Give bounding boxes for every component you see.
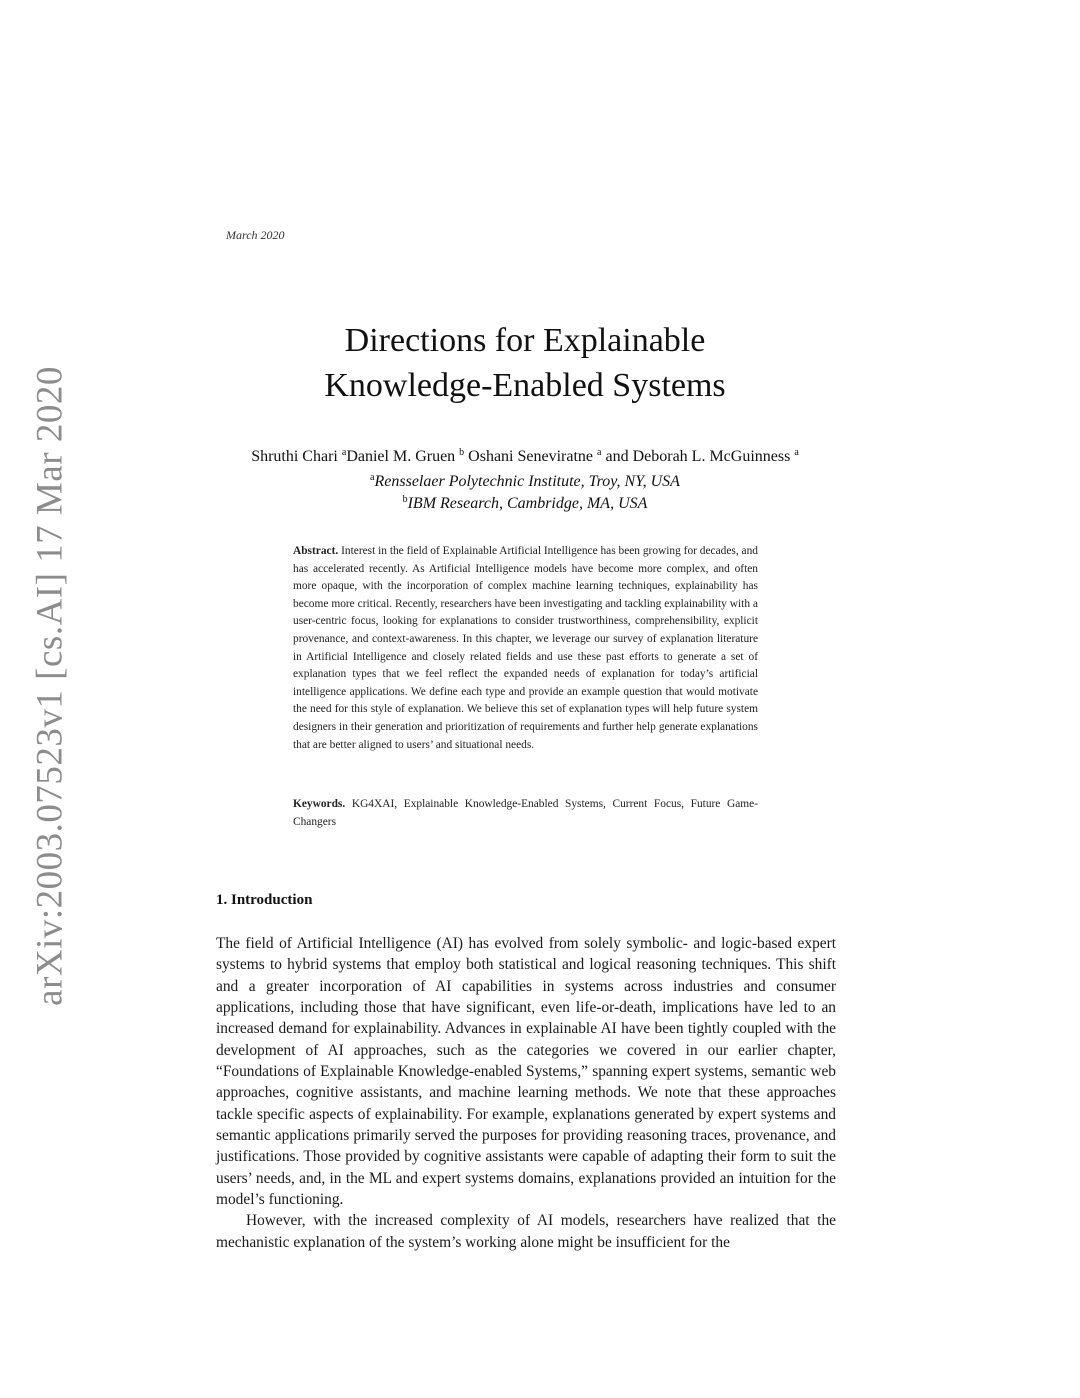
paragraph: However, with the increased complexity of AI models, researchers have realized that the mechanistic explanation of the system’s working alone might be insufficient for the [216, 1212, 836, 1251]
author-affiliation-mark: a [794, 447, 799, 458]
author-name: Daniel M. Gruen [346, 448, 456, 465]
publication-date: March 2020 [226, 228, 285, 242]
affiliation-text: Rensselaer Polytechnic Institute, Troy, NY, USA [374, 473, 680, 490]
author-name: Oshani Seneviratne [468, 448, 594, 465]
abstract-text: Interest in the field of Explainable Artificial Intelligence has been growing for decades, and has accelerated recently. As Artificial Intelligence models have become more complex, and often more opaque, with the incorporation of complex machine learning techniques, explainability has become more critical. Recently, researchers have been investigating and tackling explainability with a user-centric focus, looking for explanations to consider trustworthiness, comprehensibility, explicit provenance, and context-awareness. In this chapter, we leverage our survey of explanation literature in Artificial Intelligence and closely related fields and use these past efforts to generate a set of explanation types that we feel reflect the expanded needs of explanation for today’s artificial intelligence applications. We define each type and provide an example question that would motivate the need for this style of explanation. We believe this set of explanation types will help future system designers in their generation and prioritization of requirements and further help generate explanations that are better aligned to users’ and situational needs. [293, 545, 758, 751]
affiliation-b [0, 494, 1050, 513]
abstract-label: Abstract. [293, 545, 339, 557]
keywords-label: Keywords. [293, 798, 346, 810]
arxiv-identifier-stamp: arXiv:2003.07523v1 [cs.AI] 17 Mar 2020 [29, 366, 71, 1006]
keywords [293, 796, 758, 831]
author-joiner: and [605, 448, 629, 465]
author-affiliation-mark: a [597, 447, 602, 458]
author-affiliation-mark: a [341, 447, 347, 458]
paper-title-line-1: Directions for Explainable [344, 322, 706, 359]
keywords-text: KG4XAI, Explainable Knowledge-Enabled Systems, Current Focus, Future Game-Changers [293, 798, 758, 828]
abstract [293, 543, 758, 754]
author-name: Deborah L. McGuinness [632, 448, 791, 465]
affiliation-mark: a [370, 472, 375, 483]
section-body [216, 933, 836, 1253]
paragraph: The field of Artificial Intelligence (AI) has evolved from solely symbolic- and logic-based expert systems to hybrid systems that employ both statistical and logical reasoning techniques. This shift and a greater incorporation of AI capabilities in systems across industries and consumer applications, including those that have significant, even life-or-death, implications have led to an increased demand for explainability. Advances in explainable AI have been tightly coupled with the development of AI approaches, such as the categories we covered in our earlier chapter, “Foundations of Explainable Knowledge-enabled Systems,” spanning expert systems, semantic web approaches, cognitive assistants, and machine learning methods. We note that these approaches tackle specific aspects of explainability. For example, explanations generated by expert systems and semantic applications primarily served the purposes for providing reasoning traces, provenance, and justifications. Those provided by cognitive assistants were capable of adapting their form to suit the users’ needs, and, in the ML and expert systems domains, explanations provided an intuition for the model’s functioning. [216, 935, 836, 1209]
author-affiliation-mark: b [459, 447, 465, 458]
affiliation-text: IBM Research, Cambridge, MA, USA [407, 495, 648, 512]
section-heading-introduction: 1. Introduction [216, 892, 313, 908]
affiliation-mark: b [402, 494, 408, 505]
paper-title [0, 318, 1080, 408]
affiliation-a [0, 472, 1050, 491]
author-name: Shruthi Chari [251, 448, 338, 465]
paper-title-line-2: Knowledge-Enabled Systems [324, 367, 726, 404]
author-list [0, 447, 1050, 466]
